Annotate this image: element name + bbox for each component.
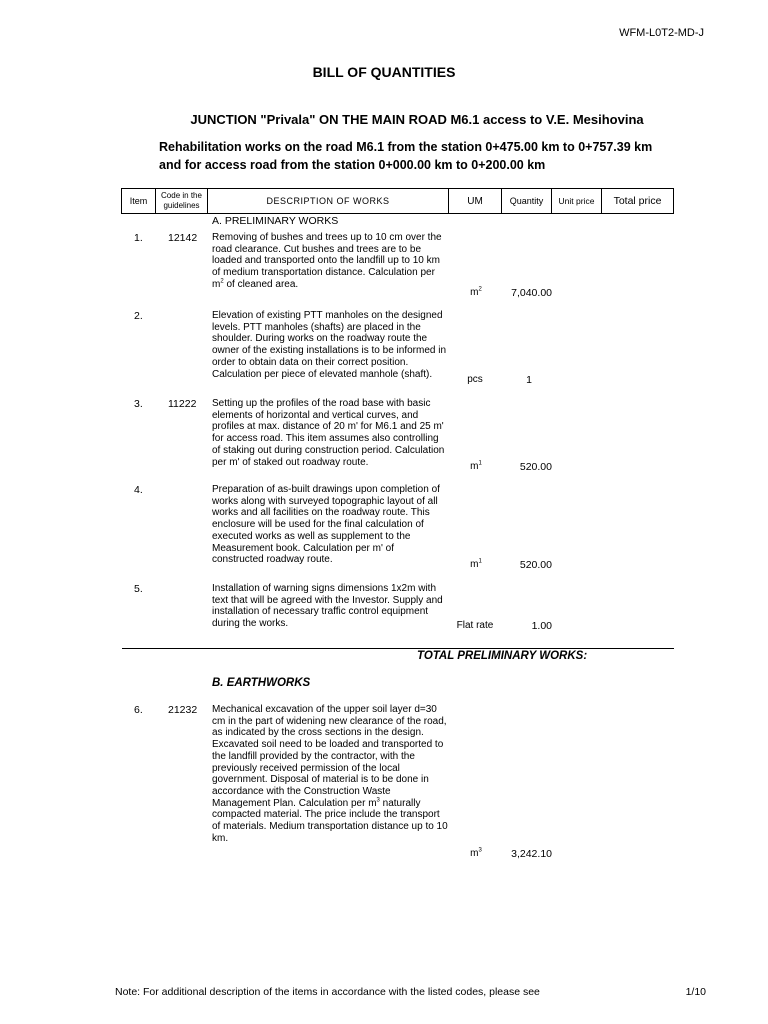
column-header-total-price: Total price	[613, 195, 662, 207]
item-unit: pcs	[467, 374, 483, 385]
column-header-description: DESCRIPTION OF WORKS	[208, 189, 449, 213]
item-description: Preparation of as-built drawings upon completion of works along with surveyed topographic layout of all works and all facilities on the roadway route. This enclosure will be used for the final calculation of executed works as well as supplement to the Measurement book. Calculation per m' of constructed roadway route.	[212, 484, 440, 566]
item-number: 6.	[134, 704, 143, 716]
item-description: Installation of warning signs dimensions 1x2m with text that will be agreed with the Investor. Supply and installation of necessary traffic control equipment during the works.	[212, 583, 443, 630]
document-title: BILL OF QUANTITIES	[312, 64, 456, 80]
item-code: 12142	[168, 232, 198, 244]
item-unit: $m^1$	[470, 460, 482, 472]
column-header-um: UM	[449, 189, 502, 213]
section-title-earthworks: B. EARTHWORKS	[212, 677, 311, 689]
item-quantity: 3,242.10	[511, 848, 552, 860]
item-quantity: 520.00	[519, 461, 552, 473]
item-unit: $m^2$	[470, 286, 482, 298]
table-header	[121, 188, 674, 214]
item-description: Setting up the profiles of the road base with basic elements of horizontal and vertical curves, and profiles at max. distance of 20 m' for M6.1 and 25 m' for access road. This item assumes also controlling of staking out during construction period. Calculation per m' of staked out roadway route.	[212, 398, 445, 468]
column-header-code: Code in the guidelines	[156, 189, 208, 213]
item-number: 5.	[134, 583, 143, 595]
scope-line-1: Rehabilitation works on the road M6.1 from the station 0+475.00 km to 0+757.39 km	[159, 140, 653, 154]
project-subtitle: JUNCTION "Privala" ON THE MAIN ROAD M6.1 access to V.E. Mesihovina	[190, 112, 644, 127]
item-number: 1.	[134, 232, 143, 244]
section-title-preliminary: A. PRELIMINARY WORKS	[212, 215, 339, 227]
section-divider	[122, 648, 674, 649]
item-code: 11222	[168, 398, 197, 410]
item-description: Mechanical excavation of the upper soil layer d=30 cm in the part of widening new clearance of the road, as indicated by the cross sections in the design. Excavated soil need to be loaded and transported to the landfill provided by the contractor, with the previously received permission of the local government. Disposal of material is to be done in accordance with the Construction Waste Management Plan. Calculation per $m^3$ naturally compacted material. The price include the transport of materials. Medium transportation distance up to 10 km.	[212, 704, 448, 844]
item-unit: $m^3$	[470, 847, 482, 859]
item-number: 4.	[134, 484, 143, 496]
column-header-unit-price: Unit price	[552, 189, 602, 213]
item-quantity: 1	[526, 374, 532, 386]
item-quantity: 1.00	[531, 620, 552, 632]
scope-line-2: and for access road from the station 0+000.00 km to 0+200.00 km	[159, 158, 546, 172]
item-description: Elevation of existing PTT manholes on the designed levels. PTT manholes (shafts) are placed in the shoulder. During works on the roadway route the owner of the existing installations is to be informed in order to obtain data on their correct position. Calculation per piece of elevated manhole (shaft).	[212, 310, 447, 380]
item-number: 2.	[134, 310, 143, 322]
column-header-quantity: Quantity	[502, 189, 552, 213]
item-unit: Flat rate	[456, 620, 494, 631]
item-quantity: 520.00	[519, 559, 552, 571]
document-code: WFM-L0T2-MD-J	[619, 27, 704, 39]
page-number: 1/10	[685, 986, 706, 998]
item-number: 3.	[134, 398, 143, 410]
column-header-item: Item	[122, 189, 156, 213]
item-unit: $m^1$	[470, 558, 482, 570]
total-preliminary-label: TOTAL PRELIMINARY WORKS:	[417, 650, 588, 662]
item-quantity: 7,040.00	[511, 287, 552, 299]
item-code: 21232	[168, 704, 198, 716]
item-description: Removing of bushes and trees up to 10 cm over the road clearance. Cut bushes and trees are to be loaded and transported onto the landfill up to 10 km of medium transportation distance. Calculation per $m^2$ of cleaned area.	[212, 232, 442, 290]
footer-note: Note: For additional description of the items in accordance with the listed codes, please see	[115, 986, 540, 998]
